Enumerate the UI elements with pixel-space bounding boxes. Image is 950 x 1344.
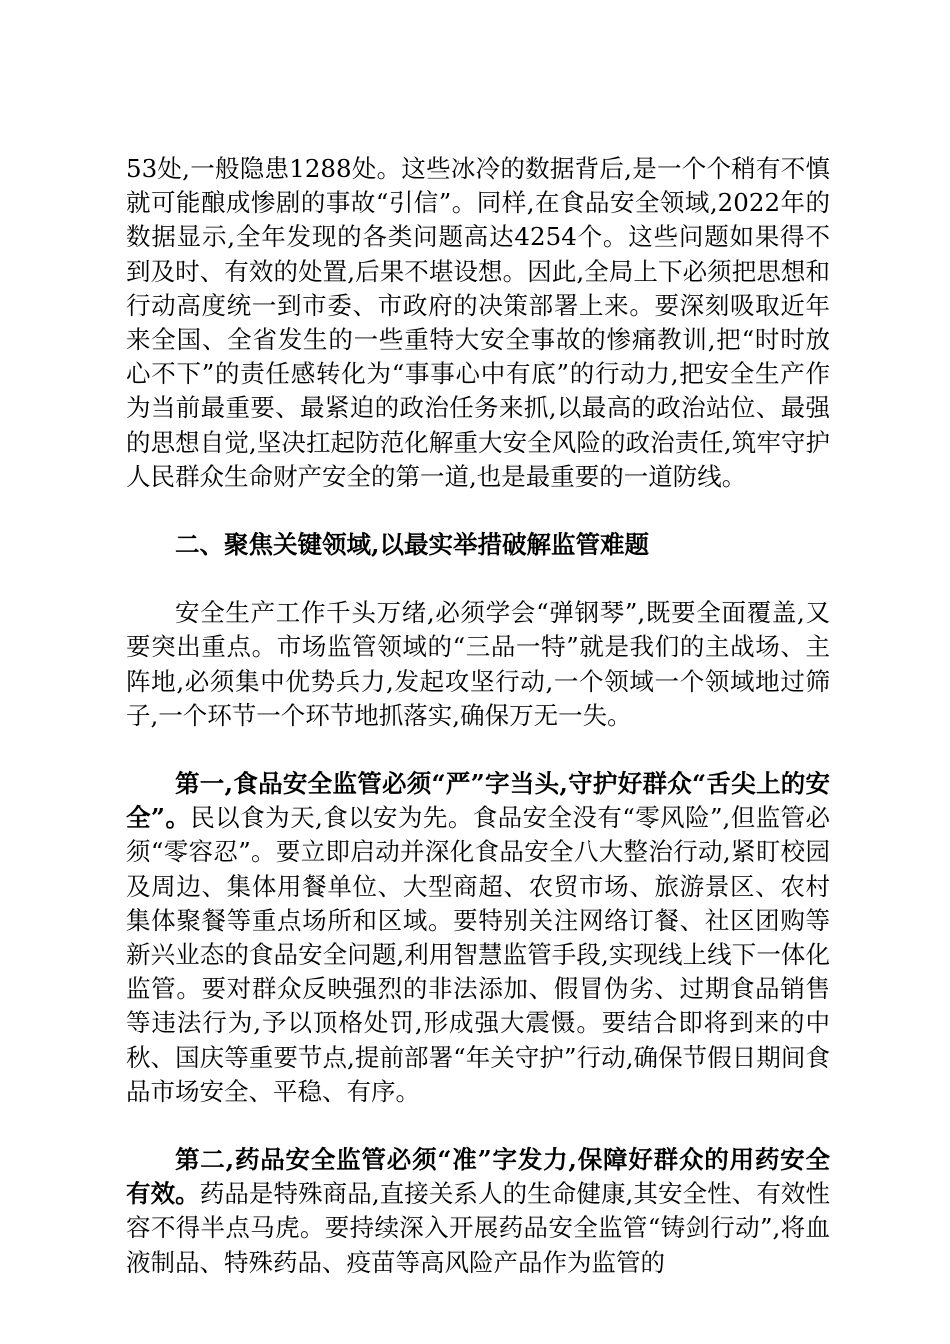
document-page	[126, 152, 830, 1280]
section-heading-2: 二、聚焦关键领域,以最实举措破解监管难题	[175, 530, 650, 560]
paragraph-food-safety	[126, 767, 830, 1109]
food-safety-body: 民以食为天,食以安为先。食品安全没有“零风险”,但监管必须“零容忍”。要立即启动并深化食品安全八大整治行动,紧盯校园及周边、集体用餐单位、大型商超、农贸市场、旅游景区、农村集体聚餐等重点场所和区域。要特别关注网络订餐、社区团购等新兴业态的食品安全问题,利用智慧监管手段,实现线上线下一体化监管。要对群众反映强烈的非法添加、假冒伪劣、过期食品销售等违法行为,予以顶格处罚,形成强大震慑。要结合即将到来的中秋、国庆等重要节点,提前部署“年关守护”行动,确保节假日期间食品市场安全、平稳、有序。	[126, 803, 831, 1106]
drug-safety-lead: 第二,药品安全监管必须“准”字发力,保障好群众的用药安全有效。	[126, 1145, 830, 1209]
food-safety-lead: 第一,食品安全监管必须“严”字当头,守护好群众“舌尖上的安全”。	[126, 769, 830, 833]
paragraph-risk-data: 53处,一般隐患1288处。这些冰冷的数据背后,是一个个稍有不慎就可能酿成惨剧的事故“引信”。同样,在食品安全领域,2022年的数据显示,全年发现的各类问题高达4254个。这些问题如果得不到及时、有效的处置,后果不堪设想。因此,全局上下必须把思想和行动高度统一到市委、市政府的决策部署上来。要深刻吸取近年来全国、全省发生的一些重特大安全事故的惨痛教训,把“时时放心不下”的责任感转化为“事事心中有底”的行动力,把安全生产作为当前最重要、最紧迫的政治任务来抓,以最高的政治站位、最强的思想自觉,坚决扛起防范化解重大安全风险的政治责任,筑牢守护人民群众生命财产安全的第一道,也是最重要的一道防线。	[126, 154, 830, 491]
drug-safety-body: 药品是特殊商品,直接关系人的生命健康,其安全性、有效性容不得半点马虎。要持续深入开展药品安全监管“铸剑行动”,将血液制品、特殊药品、疫苗等高风险产品作为监管的	[126, 1179, 831, 1277]
paragraph-key-areas: 安全生产工作千头万绪,必须学会“弹钢琴”,既要全面覆盖,又要突出重点。市场监管领域的“三品一特”就是我们的主战场、主阵地,必须集中优势兵力,发起攻坚行动,一个领域一个领域地过筛子,一个环节一个环节地抓落实,确保万无一失。	[126, 598, 830, 730]
paragraph-drug-safety	[126, 1143, 830, 1280]
